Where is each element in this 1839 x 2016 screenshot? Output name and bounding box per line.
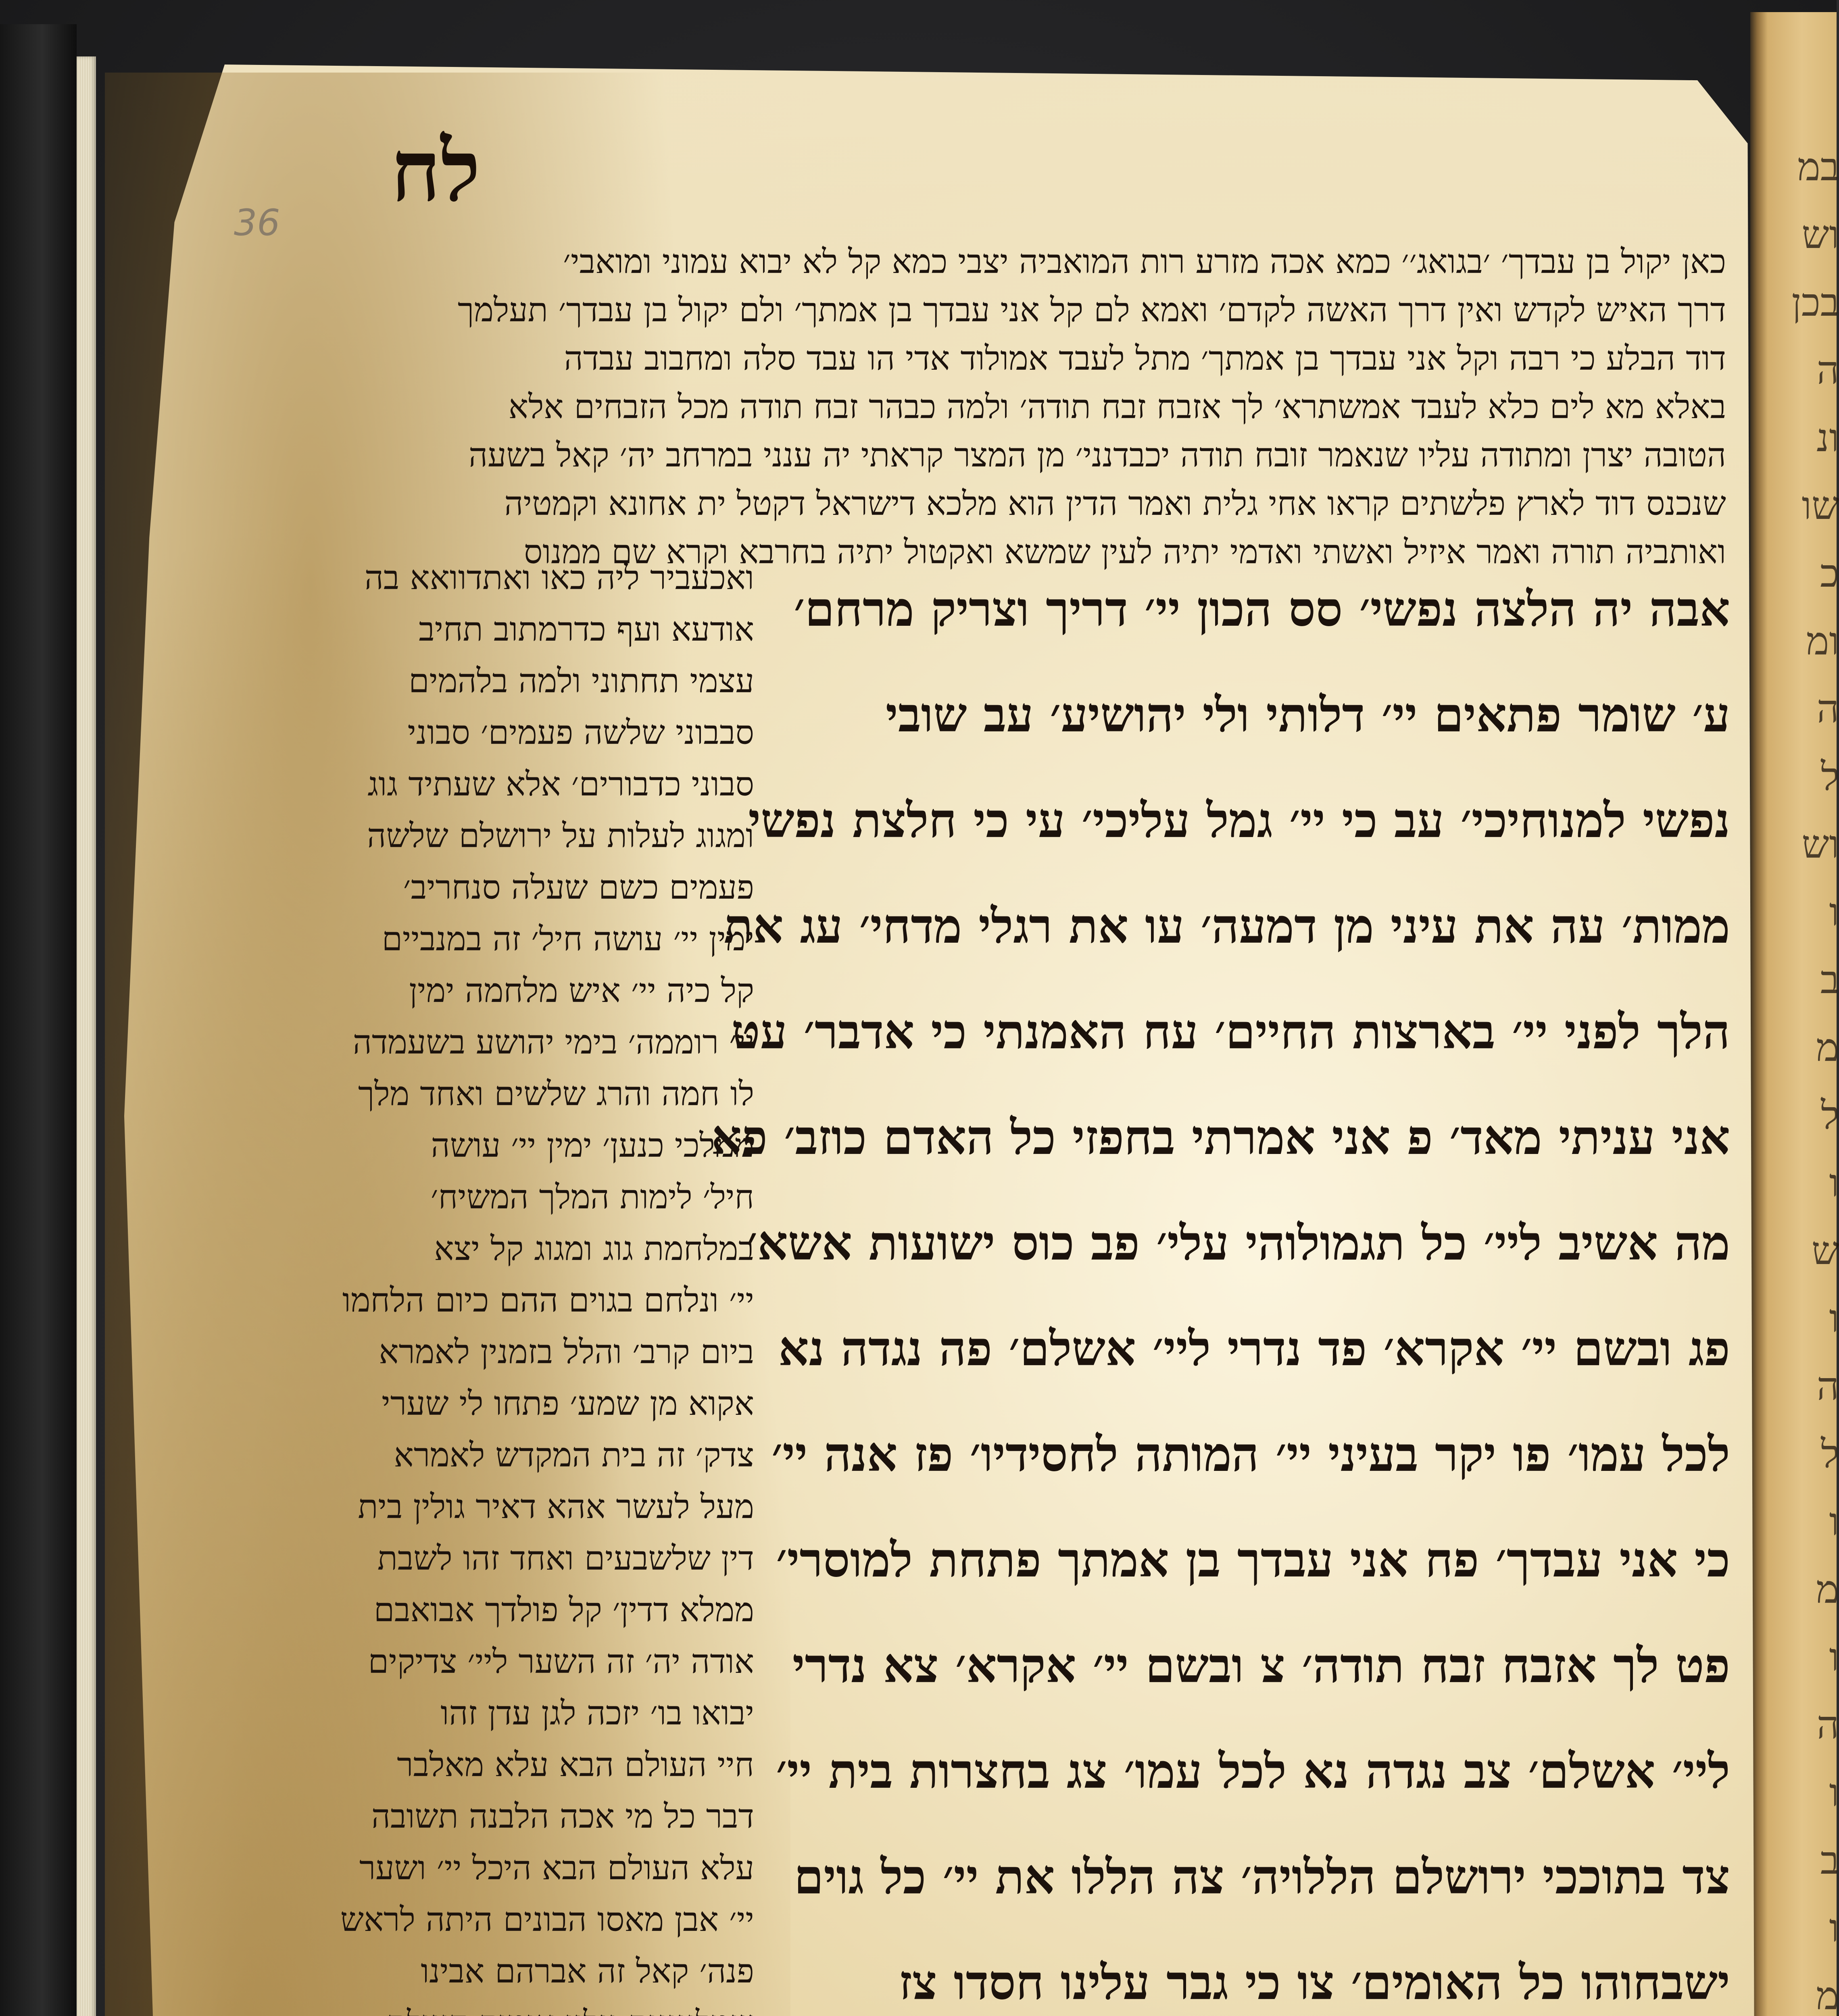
psalm-line: נפשי למנוחיכי׳ עב כי יי׳ גמל עליכי׳ עי כי חלצת נפשי [762, 768, 1730, 873]
neighbor-page-line: ה [1787, 336, 1839, 404]
side-commentary-line: סבוני כדבורים׳ אלא שעתיד גוג [218, 759, 754, 810]
neighbor-page-line: ב [1787, 946, 1839, 1014]
side-commentary-line: ומגוג לעלות על ירושלם שלשה [218, 810, 754, 862]
neighbor-page-line: ו [1787, 1623, 1839, 1691]
neighbor-page-line: וש [1787, 810, 1839, 878]
neighbor-page-line: ו [1787, 878, 1839, 946]
pencil-foliation: 36 [234, 202, 315, 244]
side-commentary-line: אודעא ועף כדרמתוב תחיב [218, 604, 754, 656]
side-commentary-line: פנה׳ קאל זה אברהם אבינו [218, 1946, 754, 1997]
commentary-line: דוד הבלע כי רבה וקל אני עבדך בן אמתך׳ מתל לעבד אמולוד אדי הו עבד סלה ומחבוב עבדה [355, 335, 1726, 383]
side-commentary-line: דבר כל מי אכה הלבנה תשובה [218, 1791, 754, 1843]
neighbor-page-line: ה [1787, 1352, 1839, 1420]
neighbor-page-line: ה [1787, 675, 1839, 743]
side-commentary-line: קל כיה יי׳ איש מלחמה ימין [218, 965, 754, 1017]
neighbor-page-line: מ [1787, 1014, 1839, 1081]
side-commentary-line: יבואו בו׳ יזכה לגן עדן זהו [218, 1688, 754, 1739]
neighbor-page-line: מ [1787, 1962, 1839, 2016]
neighbor-page-line: ה [1787, 1691, 1839, 1759]
psalm-line: ישבחוהו כל האומים׳ צו כי גבר עלינו חסדו צז [762, 1930, 1730, 2016]
neighbor-page-line: שו [1787, 472, 1839, 539]
side-commentary-line: דין שלשבעים ואחד זהו לשבת [218, 1533, 754, 1585]
psalm-line: צד בתוככי ירושלם הללויה׳ צה הללו את יי׳ כל גוים [762, 1824, 1730, 1930]
psalm-line: אני עניתי מאד׳ פ אני אמרתי בחפזי כל האדם כוזב׳ פא [762, 1085, 1730, 1190]
side-commentary-line: יי׳ אבן מאסו הבונים היתה לראש [218, 1894, 754, 1946]
neighbor-page-line: ו [1787, 1285, 1839, 1352]
neighbor-page-line: ו [1787, 1149, 1839, 1217]
psalm-line: ליי׳ אשלם׳ צב נגדה נא לכל עמו׳ צג בחצרות בית יי׳ [762, 1718, 1730, 1824]
side-commentary-line: מעל לעשר אהא דאיר גולין בית [218, 1481, 754, 1533]
psalm-line: אבה יה הלצה נפשי׳ סס הכון יי׳ דריך וצריק מרחם׳ [762, 556, 1730, 662]
neighbor-page-line: ש [1787, 1217, 1839, 1285]
psalm-line: ע׳ שומר פתאים יי׳ דלותי ולי יהושיע׳ עב שובי [762, 662, 1730, 768]
psalm-line: ממות׳ עה את עיני מן דמעה׳ עו את רגלי מדחי׳ עג את [762, 873, 1730, 979]
side-commentary-line: ואכעביר ליה כאו ואתדוואא בה [218, 552, 754, 604]
commentary-line: הטובה יצרן ומתודה עליו שנאמר זובח תודה יכבדנני׳ מן המצר קראתי יה ענני במרחב יה׳ קאל בשעה [355, 431, 1726, 480]
neighbor-page-line: ונ [1787, 404, 1839, 472]
side-commentary-line: צדק׳ זה בית המקדש לאמרא [218, 1430, 754, 1481]
neighbor-page-line: ו [1787, 1894, 1839, 1962]
commentary-line: שנכנס דוד לארץ פלשתים קראו אחי גלית ואמר הדין הוא מלכא דישראל דקטל ית אחונא וקמטיה [355, 480, 1726, 528]
psalm-line: פט לך אזבח זבח תודה׳ צ ובשם יי׳ אקרא׳ צא נדרי [762, 1613, 1730, 1718]
neighbor-page-line: בכן [1787, 269, 1839, 336]
psalm-line: מה אשיב ליי׳ כל תגמולוהי עלי׳ פב כוס ישועות אשא׳ [762, 1190, 1730, 1296]
side-commentary-line: אקוא מן שמע׳ פתחו לי שערי [218, 1378, 754, 1430]
neighbor-page-line: ב [1787, 1826, 1839, 1894]
side-commentary-line: ימין יי׳ עושה חיל׳ זה במנביים [218, 914, 754, 965]
neighbor-page-line: ל [1787, 743, 1839, 810]
neighbor-page-line: במ [1787, 133, 1839, 201]
side-commentary-line: ממלכי כנען׳ ימין יי׳ עושה [218, 1120, 754, 1172]
psalm-line: פג ובשם יי׳ אקרא׳ פד נדרי ליי׳ אשלם׳ פה נגדה נא [762, 1296, 1730, 1402]
psalm-line: לכל עמו׳ פו יקר בעיני יי׳ המותה לחסידיו׳ פז אנה יי׳ [762, 1402, 1730, 1507]
neighbor-page-line: ו [1787, 1759, 1839, 1826]
neighbor-page-line: כ [1787, 539, 1839, 607]
side-commentary-line: חיי העולם הבא עלא מאלבר [218, 1739, 754, 1791]
commentary-line: דרך האיש לקדש ואין דרך האשה לקדם׳ ואמא לם קל אני עבדך בן אמתך׳ ולם יקול בן עבדך׳ תעלמך [355, 286, 1726, 335]
side-commentary-line: יי׳ ונלחם בגוים ההם כיום הלחמו [218, 1275, 754, 1327]
folio-number: לח [375, 121, 496, 221]
neighbor-page-line: ו [1787, 1488, 1839, 1556]
psalm-line: הלך לפני יי׳ בארצות החיים׳ עח האמנתי כי אדבר׳ עט [762, 979, 1730, 1085]
commentary-line: כאן יקול בן עבדך׳ ׳בגואג׳׳ כמא אכה מזרע רות המואביה יצבי כמא קל לא יבוא עמוני ומואבי׳ [355, 238, 1726, 286]
neighbor-page-line: ומ [1787, 607, 1839, 675]
psalm-line: כי אני עבדך׳ פח אני עבדך בן אמתך פתחת למוסרי׳ [762, 1507, 1730, 1613]
side-commentary-line: אודה יה׳ זה השער ליי׳ צדיקים [218, 1636, 754, 1688]
neighbor-page-line: וש [1787, 201, 1839, 269]
side-commentary-line: פעמים כשם שעלה סנחריב׳ [218, 862, 754, 914]
neighbor-page-line: ל [1787, 1420, 1839, 1488]
side-commentary-line: חיל׳ לימות המלך המשיח׳ [218, 1172, 754, 1223]
side-commentary-line: עלא העולם הבא היכל יי׳ ושער [218, 1843, 754, 1894]
side-commentary-line: ביום קרב׳ והלל בזמנין לאמרא [218, 1327, 754, 1378]
side-commentary-line: לו חמה והרג שלשים ואחד מלך [218, 1068, 754, 1120]
neighbor-page-line: מ [1787, 1556, 1839, 1623]
neighbor-page-line: ל [1787, 1081, 1839, 1149]
commentary-line: ואותביה תורה ואמר איזיל ואשתי ואדמי יתיה לעין שמשא ואקטול יתיה בחרבא וקרא שם ממנוס [355, 528, 1726, 577]
side-commentary-line: ממלא דדין׳ קל פולדך אבואבם [218, 1585, 754, 1636]
commentary-line: באלא מא לים כלא לעבד אמשתרא׳ לך אזבח זבח תודה׳ ולמה כבהר זבח תודה מכל הזבחים אלא [355, 383, 1726, 431]
side-commentary-line: במלחמת גוג ומגוג קל יצא [218, 1223, 754, 1275]
side-commentary-line: סבבוני שלשה פעמים׳ סבוני [218, 707, 754, 759]
side-commentary-line: עצמי תחתוני ולמה בלהמים [218, 656, 754, 707]
side-commentary-line: יי׳ רוממה׳ בימי יהושע בשעמדה [218, 1017, 754, 1068]
